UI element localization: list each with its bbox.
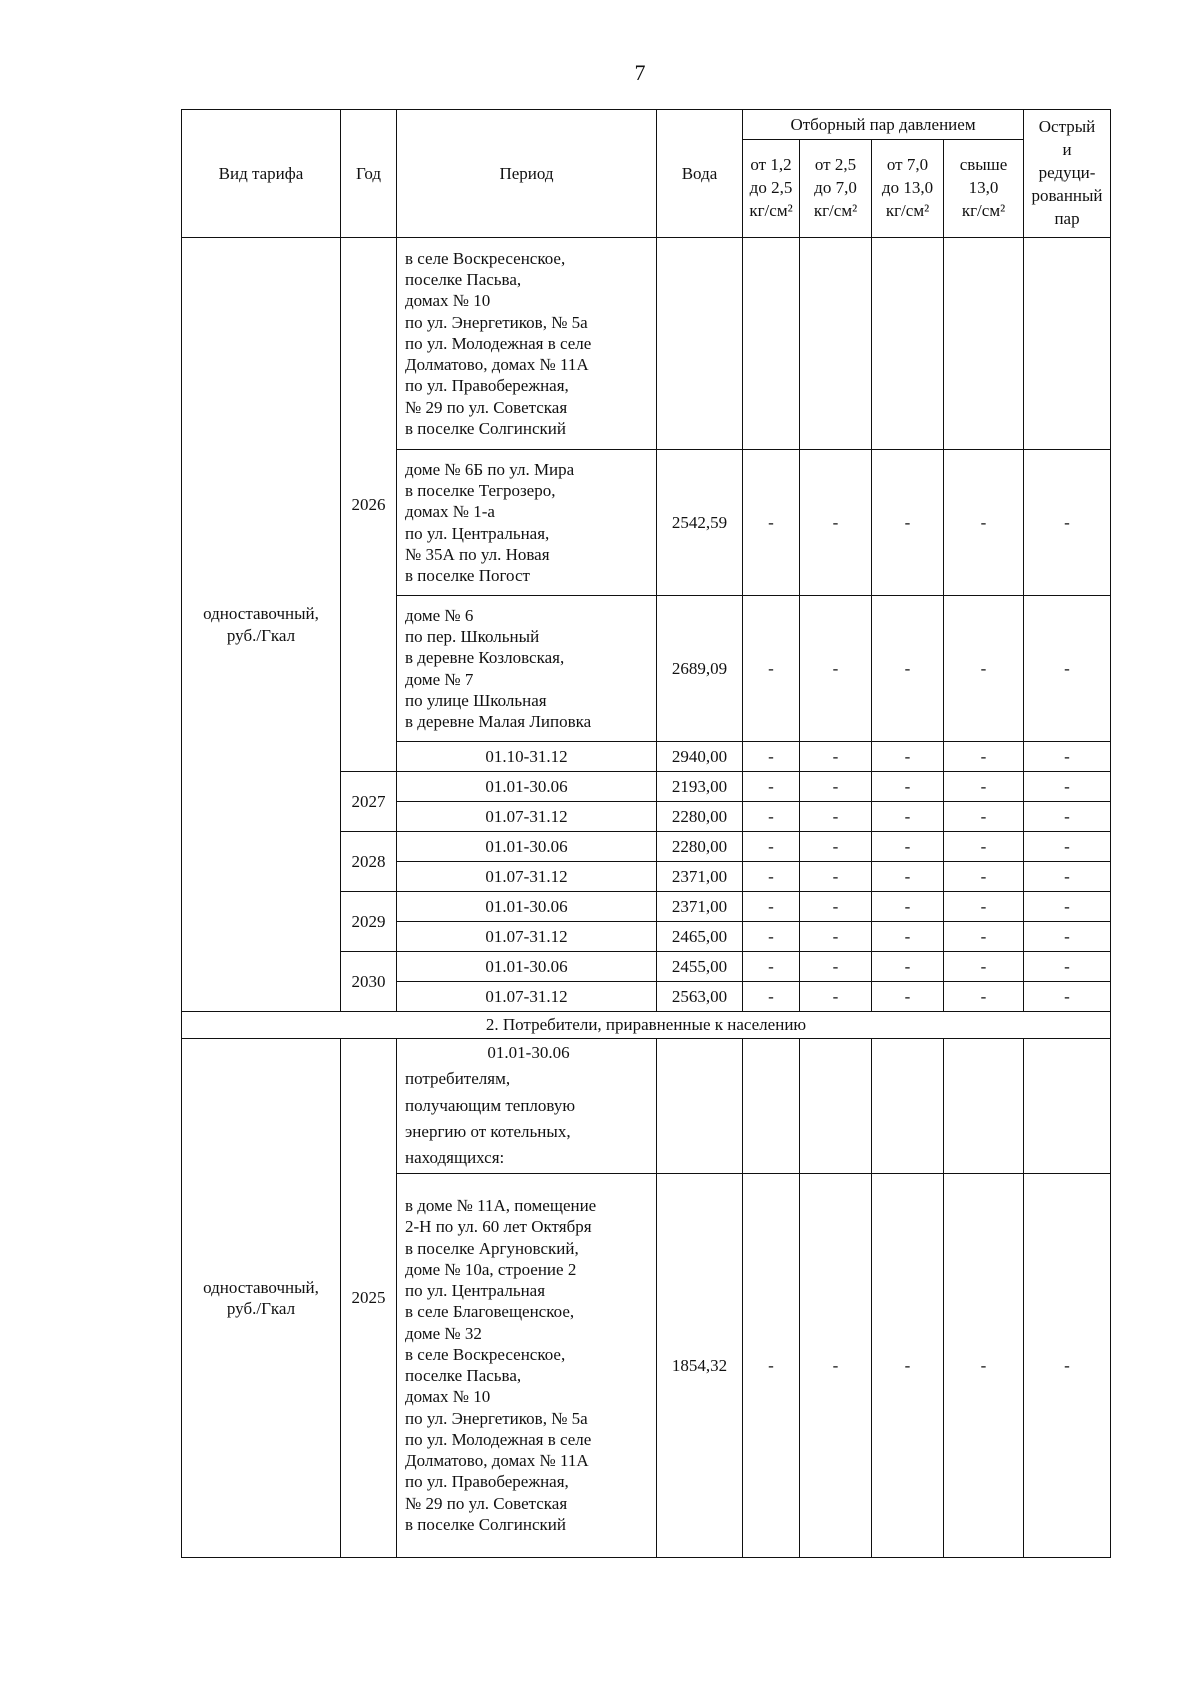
water-cell: 2193,00 — [657, 772, 743, 802]
table-row: 2027 01.01-30.06 2193,00 - - - - - — [182, 772, 1111, 802]
text-line: от 2,5 — [814, 155, 857, 175]
text-line: в селе Воскресенское, — [405, 248, 566, 268]
text-line: № 29 по ул. Советская — [405, 397, 568, 417]
water-cell: 2542,59 — [657, 450, 743, 596]
text-line: по ул. Энергетиков, № 5а — [405, 1408, 588, 1428]
text-line: потребителям, — [405, 1069, 511, 1089]
text-line: доме № 32 — [405, 1323, 482, 1343]
year-cell: 2026 — [341, 238, 397, 772]
text-line: свыше — [959, 155, 1008, 175]
year-cell: 2025 — [341, 1039, 397, 1558]
text-line: поселке Пасьва, — [405, 270, 522, 290]
text-line: руб./Гкал — [226, 625, 296, 645]
text-line: доме № 6 — [405, 605, 474, 625]
text-line: в поселке Солгинский — [405, 418, 566, 438]
water-cell: 2940,00 — [657, 742, 743, 772]
table-row: 2029 01.01-30.06 2371,00 - - - - - — [182, 892, 1111, 922]
header-water: Вода — [657, 110, 743, 238]
period-cell: 01.07-31.12 — [397, 802, 657, 832]
text-line: кг/см² — [885, 200, 930, 220]
year-cell: 2028 — [341, 832, 397, 892]
header-year: Год — [341, 110, 397, 238]
text-line: до 7,0 — [814, 178, 857, 198]
period-dates: 01.01-30.06 — [487, 1043, 570, 1062]
table-row: доме № 6 по пер. Школьный в деревне Козловская, доме № 7 по улице Школьная в деревне Малая Липовка 2689,09 - - - - - — [182, 596, 1111, 742]
period-cell — [397, 238, 657, 450]
table-row: 01.07-31.12 2371,00 - - - - - — [182, 862, 1111, 892]
text-line: в деревне Малая Липовка — [405, 712, 592, 731]
text-line: доме № 7 — [405, 669, 474, 689]
text-line: доме № 6Б по ул. Мира — [405, 459, 575, 479]
header-row-1 — [182, 110, 1111, 140]
period-cell — [397, 596, 657, 742]
header-pressure-1 — [743, 140, 800, 238]
text-line: одноставочный, — [203, 604, 319, 624]
text-line: домах № 10 — [405, 1387, 491, 1407]
text-line: Долматово, домах № 11А — [405, 355, 589, 375]
header-selected-steam: Отборный пар давлением — [743, 110, 1024, 140]
period-cell: 01.07-31.12 — [397, 862, 657, 892]
text-line: по ул. Правобережная, — [405, 376, 569, 396]
table-row: 01.07-31.12 2563,00 - - - - - — [182, 982, 1111, 1012]
table-row: доме № 6Б по ул. Мира в поселке Тегрозеро, домах № 1-а по ул. Центральная, № 35А по ул. Новая в поселке Погост 2542,59 - - - - - — [182, 450, 1111, 596]
period-cell: 01.07-31.12 — [397, 922, 657, 952]
table-row: в доме № 11А, помещение 2-Н по ул. 60 лет Октября в поселке Аргуновский, доме № 10а, строение 2 по ул. Центральная в селе Благовещенское, доме № 32 в селе Воскресенское, поселке Пасьва, домах № 10 по ул. Энергетиков, № 5а по ул. Молодежная в селе Долматово, домах № 11А по ул. Правобережная, № 29 по ул. Советская в поселке Солгинский 1854,32 - - - - - — [182, 1173, 1111, 1557]
period-intro — [405, 1066, 652, 1171]
header-tariff-type: Вид тарифа — [182, 110, 341, 238]
table-row: 01.10-31.12 2940,00 - - - - - — [182, 742, 1111, 772]
text-line: в поселке Тегрозеро, — [405, 481, 556, 500]
text-line: кг/см² — [961, 200, 1006, 220]
period-cell: 01.01-30.06 — [397, 952, 657, 982]
header-period: Период — [397, 110, 657, 238]
text-line: находящихся: — [405, 1148, 505, 1168]
text-line: кг/см² — [813, 200, 858, 220]
table-row: 2028 01.01-30.06 2280,00 - - - - - — [182, 832, 1111, 862]
year-cell: 2030 — [341, 952, 397, 1012]
period-cell: 01.10-31.12 — [397, 742, 657, 772]
page-number: 7 — [634, 60, 646, 85]
water-cell: 2455,00 — [657, 952, 743, 982]
table-row — [182, 238, 1111, 450]
text-line: в поселке Солгинский — [405, 1514, 566, 1534]
text-line: и — [1062, 140, 1072, 160]
text-line: № 35А по ул. Новая — [405, 544, 550, 564]
period-cell — [397, 450, 657, 596]
text-line: до 2,5 — [749, 178, 793, 198]
water-cell — [657, 238, 743, 450]
text-line: в поселке Погост — [405, 566, 530, 585]
text-line: по улице Школьная — [405, 690, 547, 710]
table-row: 01.07-31.12 2465,00 - - - - - — [182, 922, 1111, 952]
table-row: 2030 01.01-30.06 2455,00 - - - - - — [182, 952, 1111, 982]
text-line: по ул. Правобережная, — [405, 1472, 569, 1492]
text-line: Острый — [1038, 117, 1096, 137]
period-cell: 01.01-30.06 — [397, 832, 657, 862]
header-sharp-steam — [1024, 110, 1111, 238]
water-cell: 2280,00 — [657, 802, 743, 832]
tariff-table — [181, 109, 1111, 1558]
water-cell: 2465,00 — [657, 922, 743, 952]
text-line: рованный — [1031, 185, 1103, 205]
text-line: 2-Н по ул. 60 лет Октября — [405, 1217, 592, 1237]
water-cell: 1854,32 — [657, 1173, 743, 1557]
text-line: энергию от котельных, — [405, 1122, 571, 1142]
water-cell: 2280,00 — [657, 832, 743, 862]
period-cell: 01.07-31.12 — [397, 982, 657, 1012]
text-line: 13,0 — [968, 178, 999, 198]
text-line: доме № 10а, строение 2 — [405, 1259, 577, 1279]
period-cell — [397, 1039, 657, 1174]
section-title-row — [182, 1012, 1111, 1039]
text-line: пар — [1054, 208, 1080, 228]
text-line: до 13,0 — [881, 178, 934, 198]
text-line: поселке Пасьва, — [405, 1366, 522, 1386]
text-line: руб./Гкал — [226, 1298, 296, 1318]
table-row: 01.07-31.12 2280,00 - - - - - — [182, 802, 1111, 832]
text-line: домах № 10 — [405, 291, 491, 311]
text-line: в доме № 11А, помещение — [405, 1196, 597, 1216]
text-line: Долматово, домах № 11А — [405, 1451, 589, 1471]
section-title: 2. Потребители, приравненные к населению — [182, 1012, 1111, 1039]
text-line: одноставочный, — [203, 1277, 319, 1297]
tariff-type-cell — [182, 238, 341, 1012]
water-cell — [657, 1039, 743, 1174]
text-line: редуци- — [1038, 163, 1096, 183]
text-line: получающим тепловую — [405, 1095, 576, 1115]
header-pressure-2 — [800, 140, 872, 238]
water-cell: 2563,00 — [657, 982, 743, 1012]
period-cell: 01.01-30.06 — [397, 892, 657, 922]
text-line: от 1,2 — [750, 155, 792, 175]
year-cell: 2027 — [341, 772, 397, 832]
text-line: в селе Воскресенское, — [405, 1344, 566, 1364]
tariff-type-cell — [182, 1039, 341, 1558]
text-line: в поселке Аргуновский, — [405, 1238, 579, 1258]
text-line: по ул. Энергетиков, № 5а — [405, 312, 588, 332]
text-line: от 7,0 — [886, 155, 929, 175]
water-cell: 2689,09 — [657, 596, 743, 742]
period-cell: 01.01-30.06 — [397, 772, 657, 802]
header-pressure-4 — [944, 140, 1024, 238]
text-line: по ул. Молодежная в селе — [405, 333, 592, 353]
text-line: по ул. Центральная — [405, 1281, 546, 1301]
table-row — [182, 1039, 1111, 1174]
text-line: № 29 по ул. Советская — [405, 1493, 568, 1513]
text-line: в деревне Козловская, — [405, 648, 565, 668]
text-line: кг/см² — [749, 200, 793, 220]
header-pressure-3 — [872, 140, 944, 238]
year-cell: 2029 — [341, 892, 397, 952]
water-cell: 2371,00 — [657, 862, 743, 892]
text-line: по ул. Центральная, — [405, 523, 550, 543]
text-line: в селе Благовещенское, — [405, 1302, 575, 1322]
text-line: домах № 1-а — [405, 502, 495, 522]
period-cell — [397, 1173, 657, 1557]
text-line: по пер. Школьный — [405, 627, 540, 646]
water-cell: 2371,00 — [657, 892, 743, 922]
text-line: по ул. Молодежная в селе — [405, 1429, 592, 1449]
